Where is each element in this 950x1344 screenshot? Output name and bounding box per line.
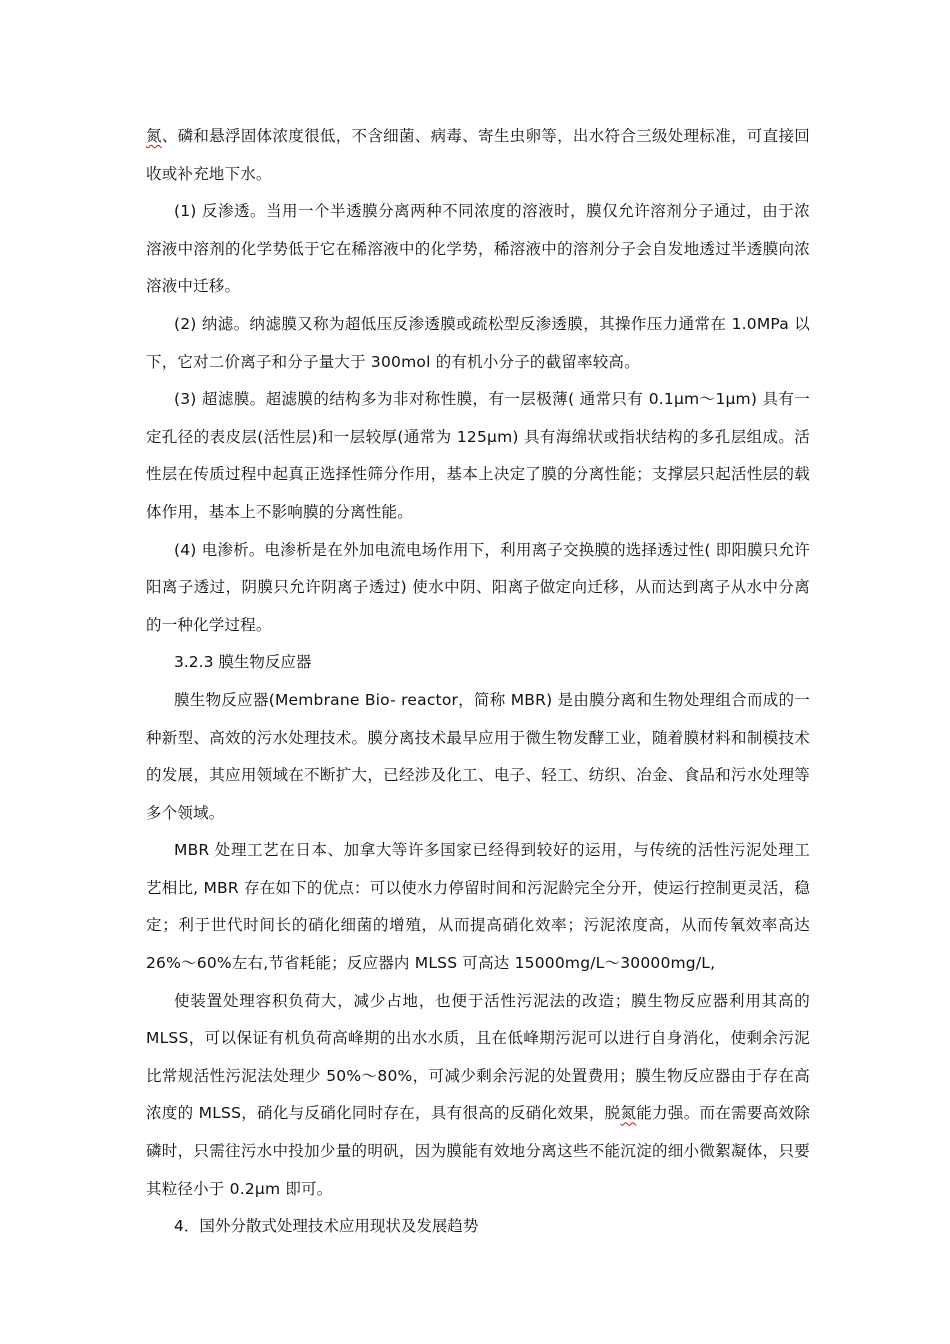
spellcheck-underlined-word: 氮 [146,127,162,145]
paragraph-text: 使装置处理容积负荷大，减少占地，也便于活性污泥法的改造；膜生物反应器利用其高的 MLSS，可以保证有机负荷高峰期的出水水质，且在低峰期污泥可以进行自身消化，使剩余污泥比常规活性污泥法处理少 50%～80%，可减少剩余污泥的处置费用；膜生物反应器由于存在高浓度的 MLSS，硝化与反硝化同时存在，具有很高的反硝化效果，脱 [146,991,810,1123]
paragraph-ultrafiltration: (3) 超滤膜。超滤膜的结构多为非对称性膜，有一层极薄( 通常只有 0.1μm～1μm) 具有一定孔径的表皮层(活性层)和一层较厚(通常为 125μm) 具有海绵状或指状结构的多孔层组成。活性层在传质过程中起真正选择性筛分作用，基本上决定了膜的分离性能；支撑层只起活性层的载体作用，基本上不影响膜的分离性能。 [146,390,810,521]
paragraph-mbr-advantages-continued [146,983,810,1209]
section-heading-foreign-trends: 4．国外分散式处理技术应用现状及发展趋势 [174,1217,479,1236]
spellcheck-underlined-word: 氮 [620,1104,637,1123]
paragraph-reverse-osmosis: (1) 反渗透。当用一个半透膜分离两种不同浓度的溶液时，膜仅允许溶剂分子通过，由于浓溶液中溶剂的化学势低于它在稀溶液中的化学势，稀溶液中的溶剂分子会自发地透过半透膜向浓溶液中迁移。 [146,202,810,296]
paragraph-text: 、磷和悬浮固体浓度很低，不含细菌、病毒、寄生虫卵等，出水符合三级处理标准，可直接回收或补充地下水。 [146,127,810,183]
paragraph-text: 能力强。而在需要高效除磷时，只需往污水中投加少量的明矾，因为膜能有效地分离这些不能沉淀的细小微絮凝体，只要其粒径小于 0.2μm 即可。 [146,1104,811,1198]
section-heading-mbr: 3.2.3 膜生物反应器 [174,653,312,672]
paragraph-electrodialysis: (4) 电渗析。电渗析是在外加电流电场作用下，利用离子交换膜的选择透过性( 即阳膜只允许阳离子透过，阴膜只允许阴离子透过) 使水中阴、阳离子做定向迁移，从而达到离子从水中分离的一种化学过程。 [146,540,810,634]
paragraph-nanofiltration: (2) 纳滤。纳滤膜又称为超低压反渗透膜或疏松型反渗透膜，其操作压力通常在 1.0MPa 以下，它对二价离子和分子量大于 300mol 的有机小分子的截留率较高。 [146,314,810,371]
paragraph-mbr-intro: 膜生物反应器(Membrane Bio- reactor，简称 MBR) 是由膜分离和生物处理组合而成的一种新型、高效的污水处理技术。膜分离技术最早应用于微生物发酵工业，随着膜材料和制模技术的发展，其应用领域在不断扩大，已经涉及化工、电子、轻工、纺织、冶金、食品和污水处理等多个领域。 [146,690,810,822]
paragraph-mbr-advantages: MBR 处理工艺在日本、加拿大等许多国家已经得到较好的运用，与传统的活性污泥处理工艺相比, MBR 存在如下的优点：可以使水力停留时间和污泥龄完全分开，使运行控制更灵活，稳定；利于世代时间长的硝化细菌的增殖，从而提高硝化效率；污泥浓度高，从而传氧效率高达 26%～60%左右,节省耗能；反应器内 MLSS 可高达 15000mg/L～30000mg/L, [146,841,810,973]
paragraph-intro-continued [146,118,810,193]
document-page [146,118,810,1246]
